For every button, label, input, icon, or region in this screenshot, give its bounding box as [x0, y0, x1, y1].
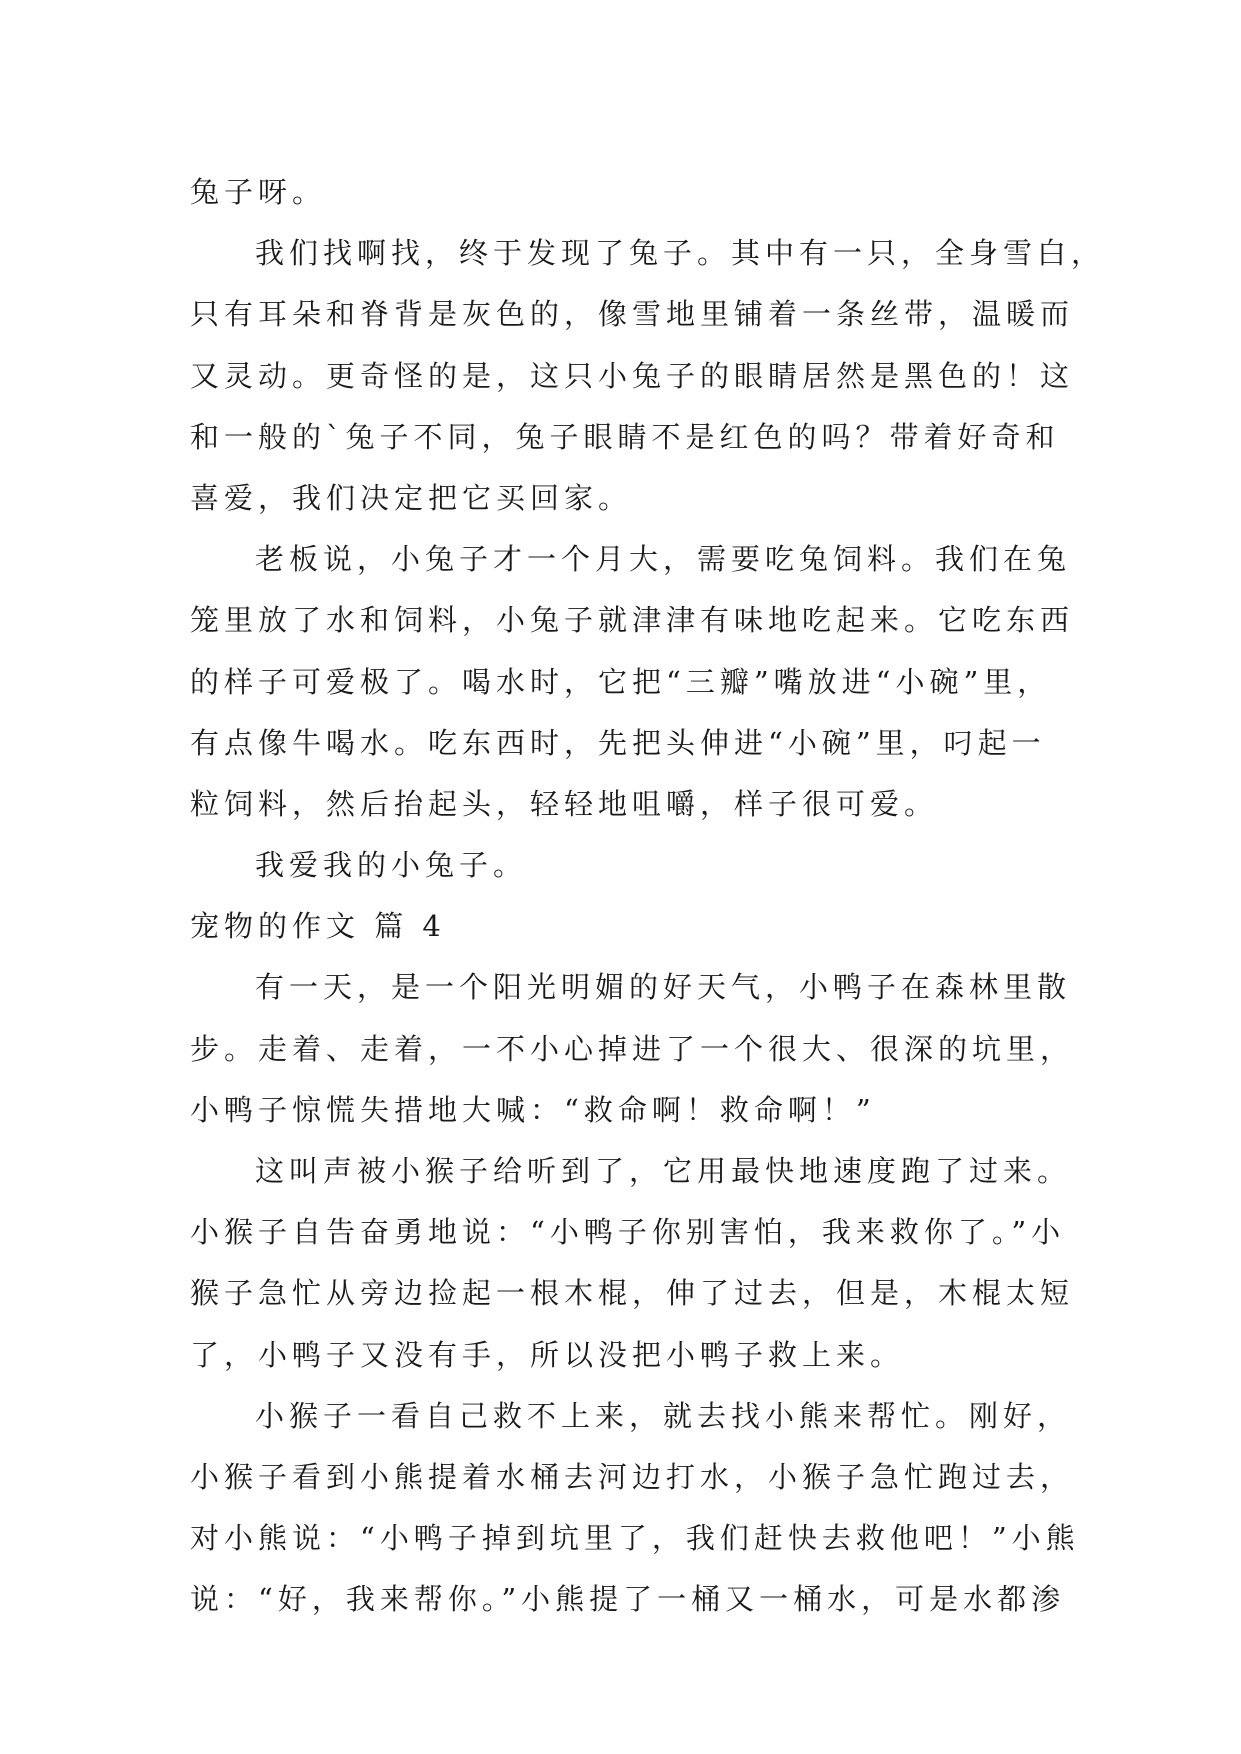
- text-line: 笼里放了水和饲料，小兔子就津津有味地吃起来。它吃东西: [190, 603, 1075, 638]
- text-line: 又灵动。更奇怪的是，这只小兔子的眼睛居然是黑色的！这: [190, 358, 1075, 393]
- paragraph-start-line: 我们找啊找，终于发现了兔子。其中有一只，全身雪白，: [255, 236, 1106, 271]
- paragraph-start-line: 我爱我的小兔子。: [255, 848, 528, 883]
- section-heading: 宠物的作文 篇 4: [190, 909, 446, 944]
- text-line: 对小熊说：“小鸭子掉到坑里了，我们赶快去救他吧！”小熊: [190, 1521, 1080, 1556]
- text-line: 和一般的`兔子不同，兔子眼睛不是红色的吗？带着好奇和: [190, 419, 1060, 454]
- text-line: 的样子可爱极了。喝水时，它把“三瓣”嘴放进“小碗”里，: [190, 664, 1052, 699]
- text-line: 有点像牛喝水。吃东西时，先把头伸进“小碗”里，叼起一: [190, 725, 1046, 760]
- paragraph-start-line: 有一天，是一个阳光明媚的好天气，小鸭子在森林里散: [255, 970, 1072, 1005]
- text-line: 说：“好，我来帮你。”小熊提了一桶又一桶水，可是水都渗: [190, 1582, 1066, 1617]
- text-line: 猴子急忙从旁边捡起一根木棍，伸了过去，但是，木棍太短: [190, 1276, 1075, 1311]
- document-body: [190, 162, 1106, 1631]
- text-line: 粒饲料，然后抬起头，轻轻地咀嚼，样子很可爱。: [190, 786, 939, 821]
- text-line: 小鸭子惊慌失措地大喊：“救命啊！救命啊！”: [190, 1092, 876, 1127]
- text-line: 小猴子自告奋勇地说：“小鸭子你别害怕，我来救你了。”小: [190, 1215, 1066, 1250]
- text-line: 步。走着、走着，一不小心掉进了一个很大、很深的坑里，: [190, 1031, 1075, 1066]
- paragraph-start-line: 小猴子一看自己救不上来，就去找小熊来帮忙。刚好，: [255, 1398, 1072, 1433]
- paragraph-start-line: 这叫声被小猴子给听到了，它用最快地速度跑了过来。: [255, 1154, 1072, 1188]
- text-line: 只有耳朵和脊背是灰色的，像雪地里铺着一条丝带，温暖而: [190, 297, 1075, 332]
- text-line: 喜爱，我们决定把它买回家。: [190, 480, 633, 515]
- text-line: 兔子呀。: [190, 175, 327, 209]
- paragraph-start-line: 老板说，小兔子才一个月大，需要吃兔饲料。我们在兔: [255, 542, 1072, 577]
- text-line: 小猴子看到小熊提着水桶去河边打水，小猴子急忙跑过去，: [190, 1459, 1075, 1494]
- text-line: 了，小鸭子又没有手，所以没把小鸭子救上来。: [190, 1337, 905, 1372]
